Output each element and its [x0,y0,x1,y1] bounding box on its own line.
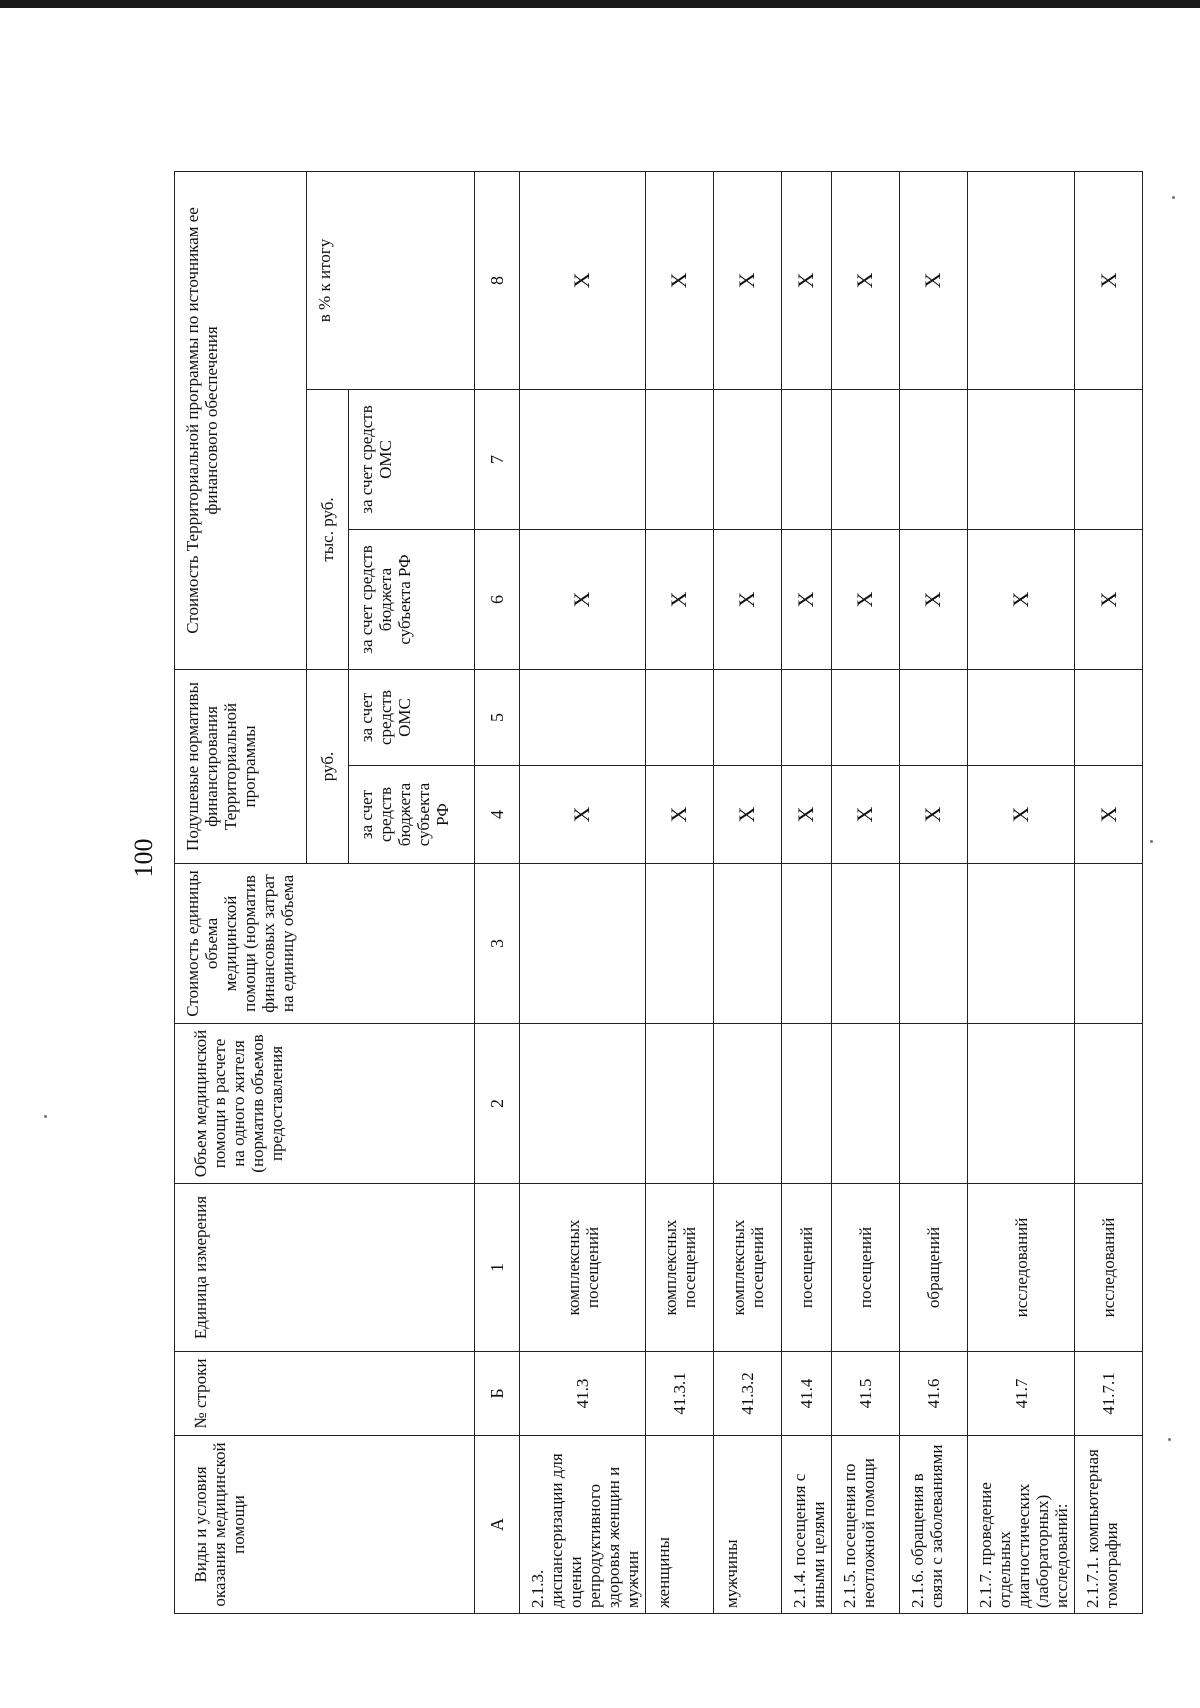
row-unit-cost [714,864,782,1024]
row-unit: посещений [832,1184,900,1352]
row-number: 41.3 [520,1352,646,1436]
row-cost-budget: X [714,529,782,669]
index-cell: 3 [475,864,520,1024]
row-percent [968,171,1075,389]
row-number: 41.4 [782,1352,832,1436]
header-cost-currency: тыс. руб. [307,389,349,669]
scan-speck [44,1115,47,1118]
row-percent: X [646,171,714,389]
row-unit-cost [900,864,968,1024]
row-name: 2.1.3. диспансеризации для оценки репродуктивного здоровья женщин и мужчин [520,1436,646,1614]
row-cost-budget: X [782,529,832,669]
table-row [782,171,832,1613]
row-volume [832,1024,900,1184]
table-row [968,171,1075,1613]
page-number: 100 [129,838,158,878]
header-cost-percent: в % к итогу [307,171,475,389]
row-volume [1075,1024,1143,1184]
row-unit: посещений [782,1184,832,1352]
row-percent: X [1075,171,1143,389]
row-cost-oms [714,389,782,529]
header-per-capita: Подушевые нормативы финансирования Территориальной программы [175,669,307,863]
row-pc-oms [968,669,1075,765]
header-per-capita-currency: руб. [307,669,349,863]
row-cost-budget: X [968,529,1075,669]
row-pc-oms [782,669,832,765]
row-cost-oms [1075,389,1143,529]
index-cell: 4 [475,766,520,864]
row-volume [520,1024,646,1184]
table-row [1075,171,1143,1613]
row-pc-budget: X [1075,766,1143,864]
row-percent: X [520,171,646,389]
row-pc-budget: X [782,766,832,864]
table-row [714,171,782,1613]
row-cost-budget: X [832,529,900,669]
scan-speck [1168,1438,1171,1441]
row-unit: исследований [968,1184,1075,1352]
row-unit: комплексных посещений [520,1184,646,1352]
index-cell: 1 [475,1184,520,1352]
row-cost-oms [520,389,646,529]
row-pc-budget: X [714,766,782,864]
table-row [832,171,900,1613]
row-pc-oms [714,669,782,765]
header-per-capita-oms: за счет средств ОМС [349,669,475,765]
row-pc-oms [832,669,900,765]
row-name: мужчины [714,1436,782,1614]
row-unit-cost [520,864,646,1024]
row-percent: X [900,171,968,389]
row-number: 41.6 [900,1352,968,1436]
row-pc-budget: X [646,766,714,864]
row-cost-oms [782,389,832,529]
scan-speck [1150,840,1153,843]
index-cell: 8 [475,171,520,389]
header-kind: Виды и условия оказания медицинской помощи [175,1436,475,1614]
row-pc-oms [900,669,968,765]
index-cell: Б [475,1352,520,1436]
row-unit-cost [646,864,714,1024]
row-pc-budget: X [520,766,646,864]
index-cell: 6 [475,529,520,669]
row-unit: комплексных посещений [646,1184,714,1352]
header-cost: Стоимость Территориальной программы по источникам ее финансового обеспечения [175,171,307,669]
header-cost-budget: за счет средств бюджета субъекта РФ [349,529,475,669]
header-cost-oms: за счет средств ОМС [349,389,475,529]
index-cell: 7 [475,389,520,529]
row-name: 2.1.4. посещения с иными целями [782,1436,832,1614]
row-number: 41.7 [968,1352,1075,1436]
index-cell: 5 [475,669,520,765]
row-pc-budget: X [832,766,900,864]
row-cost-oms [900,389,968,529]
row-unit-cost [1075,864,1143,1024]
header-per-capita-budget: за счет средств бюджета субъекта РФ [349,766,475,864]
table-row [520,171,646,1613]
row-pc-oms [1075,669,1143,765]
financing-table [174,171,1143,1614]
row-unit-cost [968,864,1075,1024]
rotated-table-wrapper [174,172,1120,1614]
header-unit: Единица измерения [175,1184,475,1352]
row-unit-cost [782,864,832,1024]
row-cost-budget: X [520,529,646,669]
table-row [646,171,714,1613]
row-unit: обращений [900,1184,968,1352]
row-volume [782,1024,832,1184]
row-name: 2.1.7. проведение отдельных диагностических (лабораторных) исследований: [968,1436,1075,1614]
row-pc-budget: X [968,766,1075,864]
header-unit-cost: Стоимость единицы объема медицинской помощи (норматив финансовых затрат на единицу объема [175,864,475,1024]
row-pc-oms [646,669,714,765]
row-pc-budget: X [900,766,968,864]
row-volume [646,1024,714,1184]
index-cell: 2 [475,1024,520,1184]
row-unit: исследований [1075,1184,1143,1352]
row-name: 2.1.7.1. компьютерная томография [1075,1436,1143,1614]
header-volume: Объем медицинской помощи в расчете на одного жителя (норматив объемов предоставления [175,1024,475,1184]
row-cost-budget: X [646,529,714,669]
row-cost-budget: X [1075,529,1143,669]
row-pc-oms [520,669,646,765]
row-cost-oms [646,389,714,529]
row-volume [714,1024,782,1184]
row-number: 41.7.1 [1075,1352,1143,1436]
row-percent: X [832,171,900,389]
row-volume [968,1024,1075,1184]
row-number: 41.3.2 [714,1352,782,1436]
scan-speck [1172,196,1175,199]
row-name: женщины [646,1436,714,1614]
row-cost-oms [968,389,1075,529]
row-cost-oms [832,389,900,529]
scan-edge [0,0,1200,8]
row-number: 41.5 [832,1352,900,1436]
row-number: 41.3.1 [646,1352,714,1436]
row-cost-budget: X [900,529,968,669]
row-name: 2.1.5. посещения по неотложной помощи [832,1436,900,1614]
row-percent: X [714,171,782,389]
header-row-no: № строки [175,1352,475,1436]
table-row [900,171,968,1613]
row-percent: X [782,171,832,389]
row-volume [900,1024,968,1184]
row-unit-cost [832,864,900,1024]
index-cell: А [475,1436,520,1614]
row-name: 2.1.6. обращения в связи с заболеваниями [900,1436,968,1614]
row-unit: комплексных посещений [714,1184,782,1352]
